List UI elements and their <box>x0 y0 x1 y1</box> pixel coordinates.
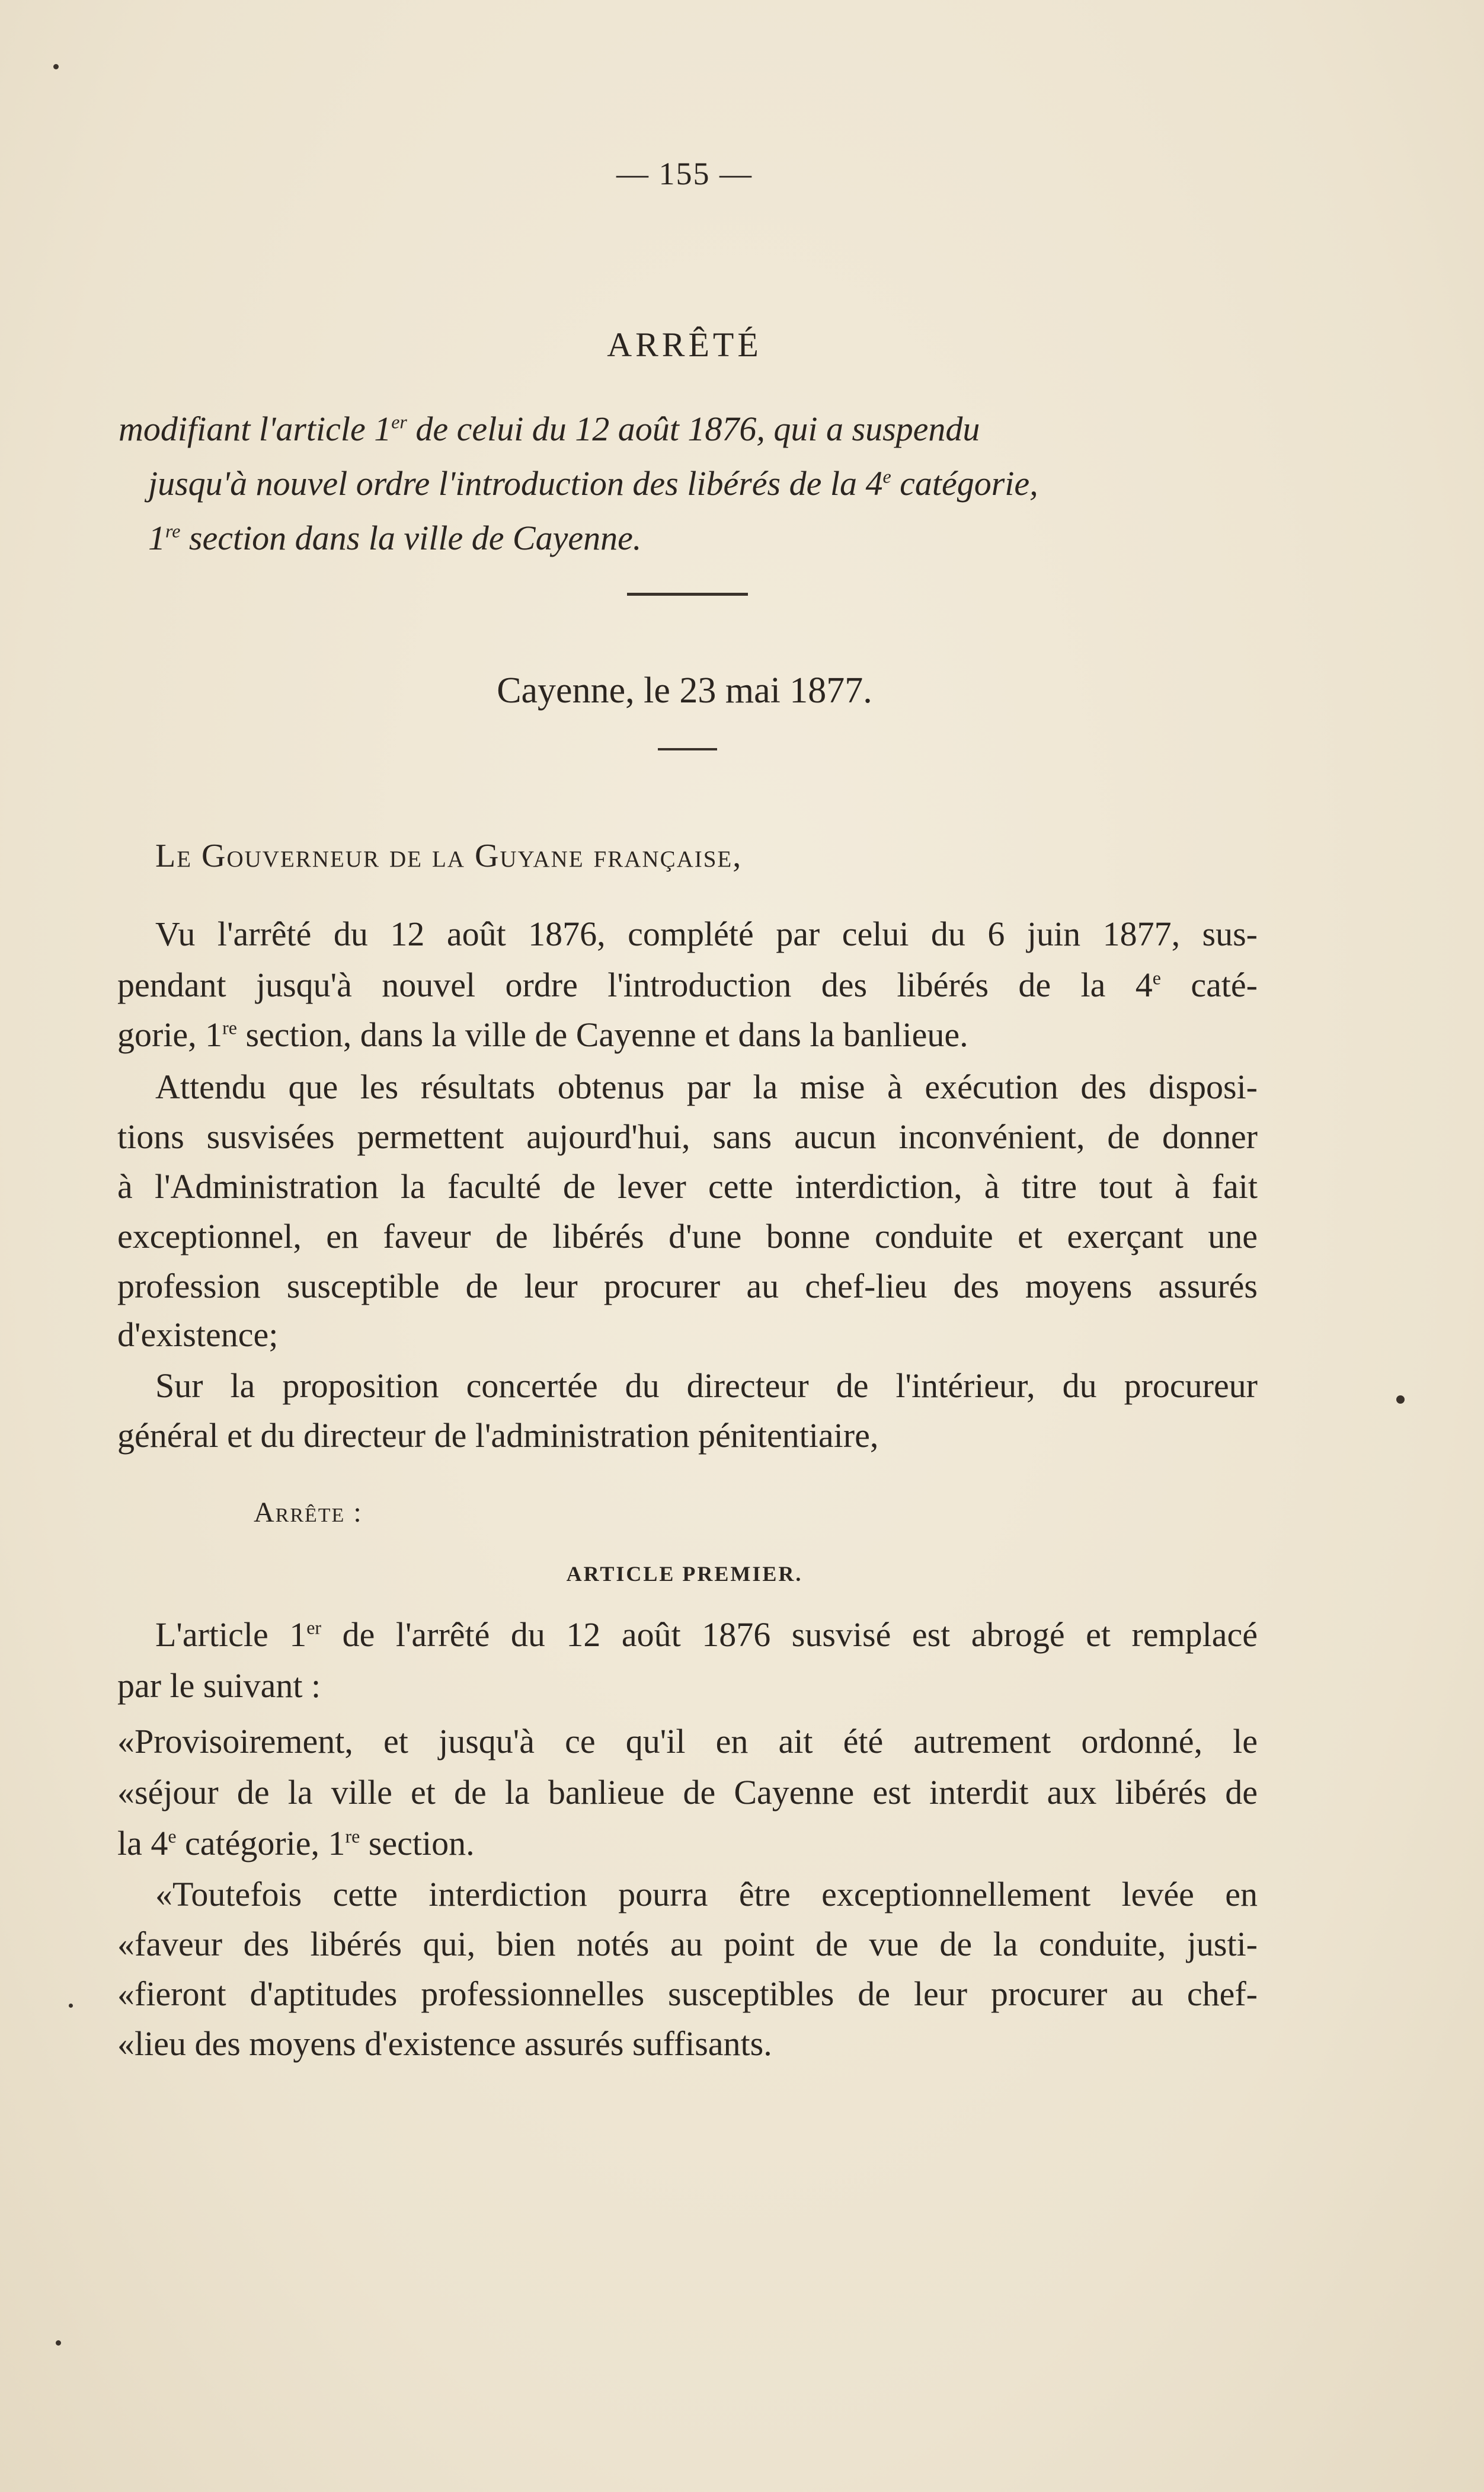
paper-speck <box>1396 1395 1405 1404</box>
article-line-2: par le suivant : <box>117 1666 321 1705</box>
sur-line-1: Sur la proposition concertée du directeur de l'intérieur, du procureur <box>155 1366 1258 1405</box>
sur-line-2: général et du directeur de l'administration pénitentiaire, <box>117 1416 879 1455</box>
page-title: ARRÊTÉ <box>607 325 762 364</box>
attendu-line-1: Attendu que les résultats obtenus par la mise à exécution des disposi- <box>155 1068 1258 1106</box>
quote-line-7: «lieu des moyens d'existence assurés suffisants. <box>117 2024 772 2063</box>
attendu-line-4: exceptionnel, en faveur de libérés d'une bonne conduite et exerçant une <box>117 1217 1258 1255</box>
attendu-line-3: à l'Administration la faculté de lever cette interdiction, à titre tout à fait <box>117 1167 1258 1206</box>
quote-line-3: la 4e catégorie, 1re section. <box>117 1824 475 1862</box>
quote-line-6: «fieront d'aptitudes professionnelles susceptibles de leur procurer au chef- <box>117 1975 1258 2013</box>
subtitle-line-1: modifiant l'article 1er de celui du 12 août 1876, qui a suspendu <box>119 410 980 448</box>
authority-line: Le Gouverneur de la Guyane française, <box>155 838 743 874</box>
quote-line-4: «Toutefois cette interdiction pourra être exceptionnellement levée en <box>155 1875 1258 1913</box>
dateline: Cayenne, le 23 mai 1877. <box>497 670 872 711</box>
page-number: — 155 — <box>616 156 753 191</box>
arrete-label: Arrête : <box>254 1497 363 1528</box>
attendu-line-5: profession susceptible de leur procurer au chef-lieu des moyens assurés <box>117 1267 1258 1305</box>
attendu-line-6: d'existence; <box>117 1315 279 1354</box>
vu-line-2: pendant jusqu'à nouvel ordre l'introduction des libérés de la 4e caté- <box>117 966 1258 1004</box>
vu-line-3: gorie, 1re section, dans la ville de Cayenne et dans la banlieue. <box>117 1015 968 1054</box>
paper-speck <box>69 2004 73 2008</box>
quote-line-2: «séjour de la ville et de la banlieue de Cayenne est interdit aux libérés de <box>117 1773 1258 1812</box>
date-rule <box>658 748 717 750</box>
subtitle-line-3: 1re section dans la ville de Cayenne. <box>148 519 642 557</box>
paper-speck <box>56 2340 61 2346</box>
subtitle-line-2: jusqu'à nouvel ordre l'introduction des libérés de la 4e catégorie, <box>148 464 1038 503</box>
article-heading: ARTICLE PREMIER. <box>566 1562 803 1586</box>
quote-line-5: «faveur des libérés qui, bien notés au point de vue de la conduite, justi- <box>117 1925 1258 1963</box>
attendu-line-2: tions susvisées permettent aujourd'hui, sans aucun inconvénient, de donner <box>117 1117 1258 1156</box>
title-rule <box>627 593 748 596</box>
article-line-1: L'article 1er de l'arrêté du 12 août 1876 susvisé est abrogé et remplacé <box>155 1615 1258 1654</box>
vu-line-1: Vu l'arrêté du 12 août 1876, complété par celui du 6 juin 1877, sus- <box>155 915 1258 953</box>
paper-speck <box>53 64 59 69</box>
quote-line-1: «Provisoirement, et jusqu'à ce qu'il en ait été autrement ordonné, le <box>117 1722 1258 1761</box>
